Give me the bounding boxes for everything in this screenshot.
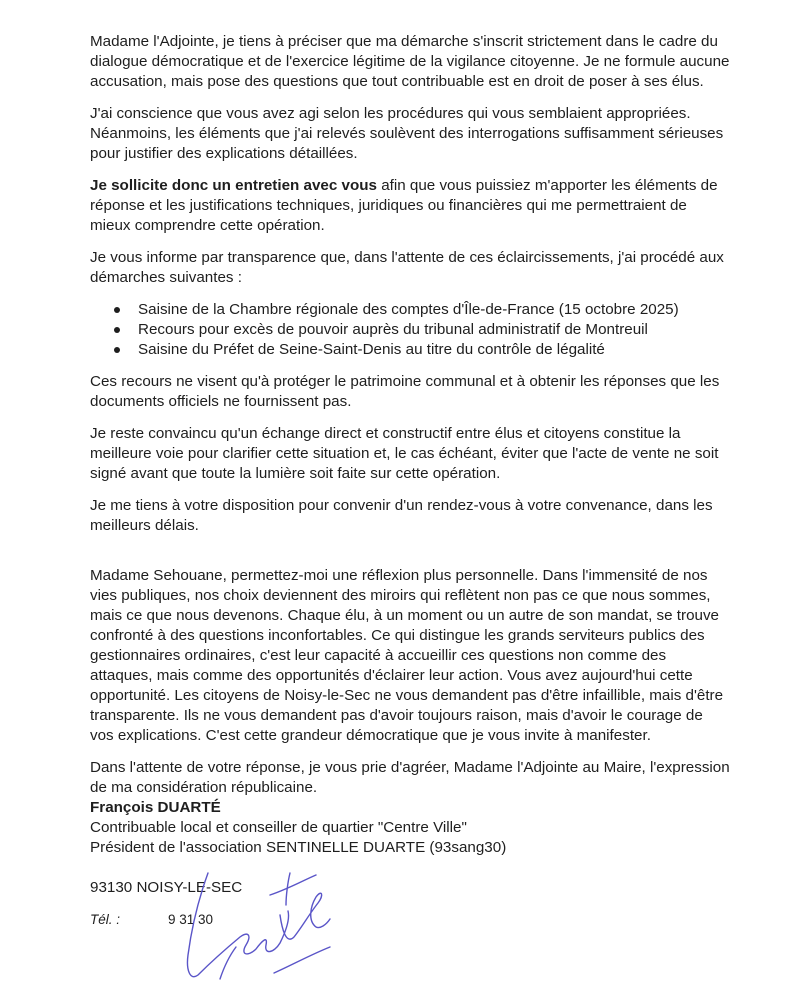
signer-role: Contribuable local et conseiller de quartier "Centre Ville" xyxy=(90,819,467,836)
list-item-text: Recours pour excès de pouvoir auprès du tribunal administratif de Montreuil xyxy=(138,321,648,338)
phone-value: 9 31 30 xyxy=(168,912,214,927)
list-item xyxy=(110,340,730,360)
actions-list xyxy=(90,300,730,360)
closing-formula: Dans l'attente de votre réponse, je vous prie d'agréer, Madame l'Adjointe au Maire, l'expression de ma considération républicaine. xyxy=(90,759,730,796)
signer-phone xyxy=(90,910,730,930)
paragraph-availability: Je me tiens à votre disposition pour convenir d'un rendez-vous à votre convenance, dans les meilleurs délais. xyxy=(90,497,713,534)
list-item-text: Saisine du Préfet de Seine-Saint-Denis au titre du contrôle de légalité xyxy=(138,341,605,358)
paragraph-dialogue: Je reste convaincu qu'un échange direct et constructif entre élus et citoyens constitue la meilleure voie pour clarifier cette situation et, le cas échéant, éviter que l'acte de vente ne soit signé avant que toute la lumière soit faite sur cette opération. xyxy=(90,425,719,482)
phone-label: Tél. : xyxy=(90,912,121,927)
paragraph-intro: Madame l'Adjointe, je tiens à préciser que ma démarche s'inscrit strictement dans le cadre du dialogue démocratique et de l'exercice légitime de la vigilance citoyenne. Je ne formule aucune accusation, mais pose des questions que tout contribuable est en droit de poser à ses élus. xyxy=(90,33,730,90)
bullet-icon xyxy=(114,307,120,313)
list-item xyxy=(110,300,730,320)
bullet-icon xyxy=(114,327,120,333)
signer-association: Président de l'association SENTINELLE DUARTE (93sang30) xyxy=(90,839,507,856)
paragraph-purpose: Ces recours ne visent qu'à protéger le patrimoine communal et à obtenir les réponses que les documents officiels ne fournissent pas. xyxy=(90,373,720,410)
paragraph-actions-intro: Je vous informe par transparence que, dans l'attente de ces éclaircissements, j'ai procédé aux démarches suivantes : xyxy=(90,249,724,286)
paragraph-reflection: Madame Sehouane, permettez-moi une réflexion plus personnelle. Dans l'immensité de nos vies publiques, nos choix deviennent des miroirs qui reflètent non pas ce que nous sommes, mais ce que nous devenons. Chaque élu, à un moment ou un autre de son mandat, se trouve confronté à des questions inconfortables. Ce qui distingue les grands serviteurs publics des gestionnaires ordinaires, c'est leur capacité à accueillir ces questions non comme des attaques, mais comme des opportunités d'éclairer leur action. Vous avez aujourd'hui cette opportunité. Les citoyens de Noisy-le-Sec ne vous demandent pas d'être infaillible, mais d'être transparente. Ils ne vous demandent pas d'avoir toujours raison, mais d'avoir le courage de vos explications. C'est cette grandeur démocratique que je vous invite à manifester. xyxy=(90,567,724,744)
request-text: afin que vous puissiez m'apporter les éléments de réponse et les justifications techniques, juridiques ou financières qui me permettraient de mieux comprendre cette opération. xyxy=(90,177,718,234)
list-item-text: Saisine de la Chambre régionale des comptes d'Île-de-France (15 octobre 2025) xyxy=(138,301,679,318)
signer-name: François DUARTÉ xyxy=(90,799,221,816)
paragraph-request xyxy=(90,176,730,236)
list-item xyxy=(110,320,730,340)
paragraph-acknowledgement: J'ai conscience que vous avez agi selon les procédures qui vous semblaient appropriées. Néanmoins, les éléments que j'ai relevés soulèvent des interrogations suffisamment sérieuses pour justifier des explications détaillées. xyxy=(90,105,724,162)
request-emphasis: Je sollicite donc un entretien avec vous xyxy=(90,177,377,194)
letter-body xyxy=(90,32,730,930)
signature-block xyxy=(90,758,730,930)
signer-address: 93130 NOISY-LE-SEC xyxy=(90,879,243,896)
bullet-icon xyxy=(114,347,120,353)
